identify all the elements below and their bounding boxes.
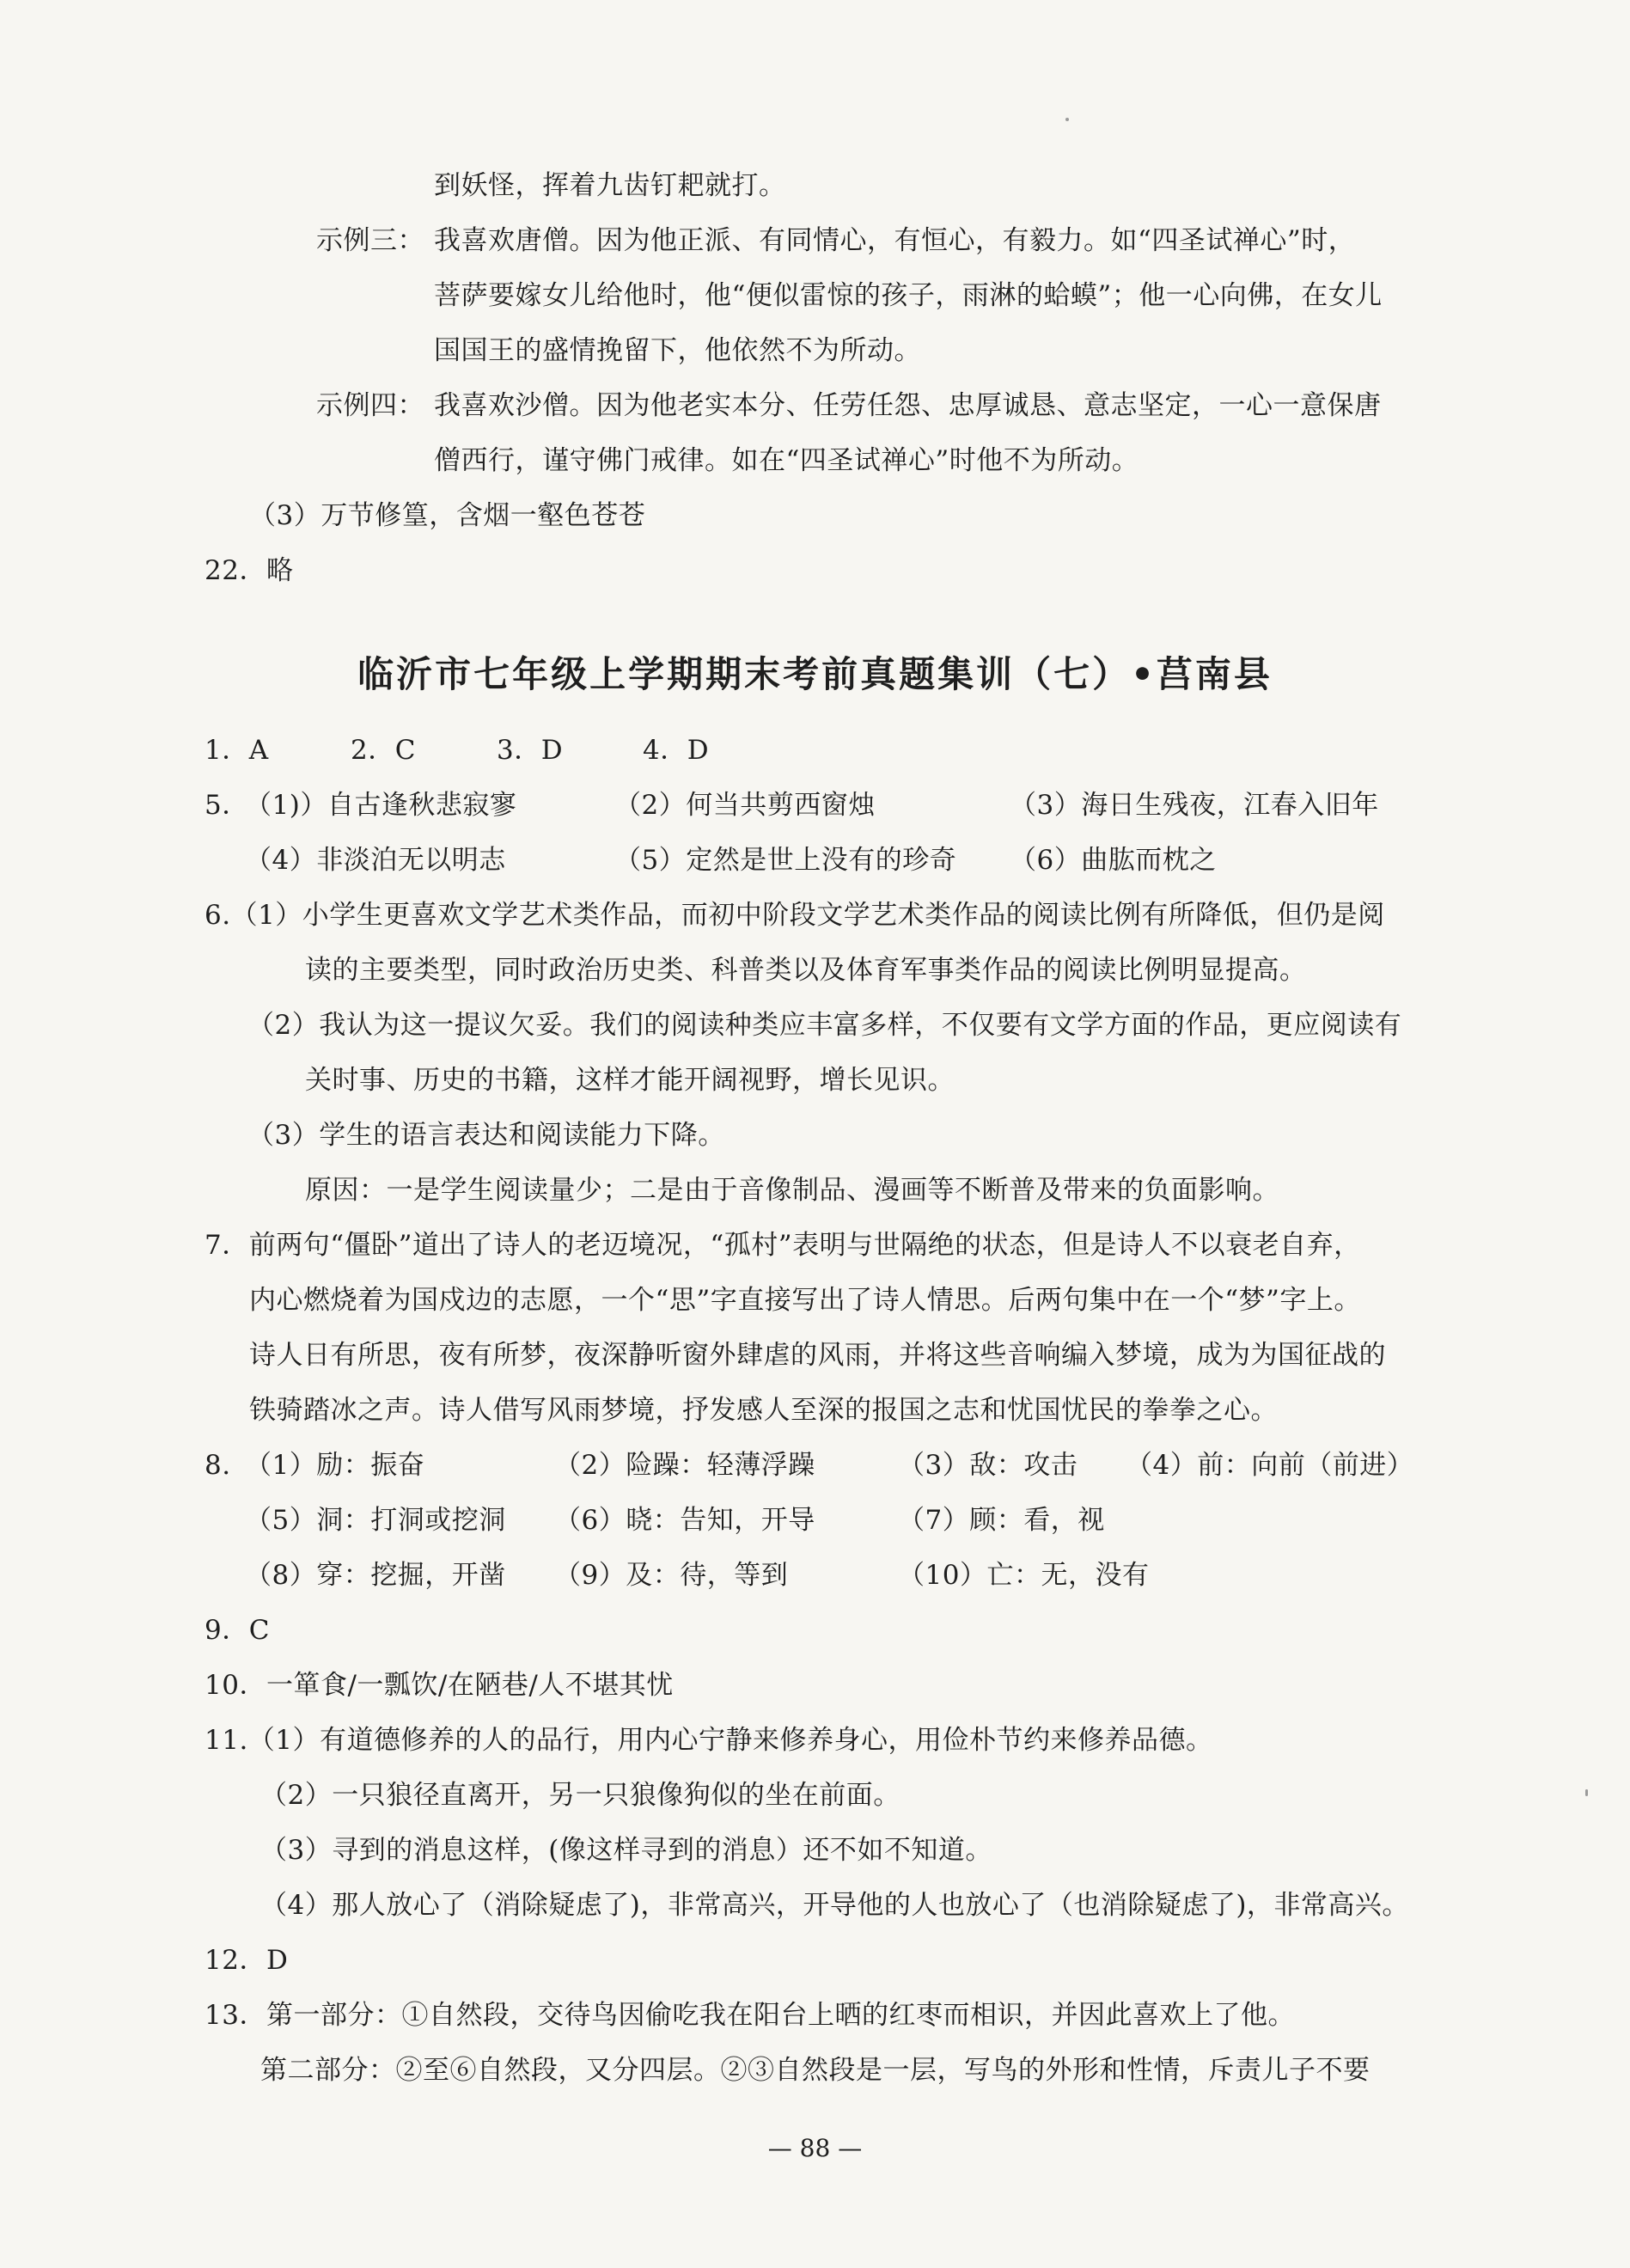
answer-8-item: （2）险躁：轻薄浮躁: [554, 1450, 815, 1481]
answer-3: 3．D: [497, 735, 564, 766]
answer-9: 9．C: [205, 1615, 270, 1646]
example4-line: 僧西行，谨守佛门戒律。如在“四圣试禅心”时他不为所动。: [434, 445, 1139, 476]
answer-5-item: （3）海日生残夜，江春入旧年: [1010, 790, 1379, 821]
answer-7-line: 内心燃烧着为国戍边的志愿，一个“思”字直接写出了诗人情思。后两句集中在一个“梦”字上。: [249, 1285, 1361, 1316]
answer-6-line: 原因：一是学生阅读量少；二是由于音像制品、漫画等不断普及带来的负面影响。: [305, 1175, 1279, 1206]
answer-5-item: （2）何当共剪西窗烛: [614, 790, 876, 821]
answer-5-item: （6）曲肱而枕之: [1010, 845, 1217, 876]
answer-5-number: 5．: [205, 790, 249, 821]
answer-7-line: 诗人日有所思，夜有所梦，夜深静听窗外肆虐的风雨，并将这些音响编入梦境，成为为国征战的: [249, 1340, 1386, 1371]
answer-6-line: （2）我认为这一提议欠妥。我们的阅读种类应丰富多样，不仅要有文学方面的作品，更应阅读有: [247, 1010, 1402, 1041]
answer-6-line: 6.（1）小学生更喜欢文学艺术类作品，而初中阶段文学艺术类作品的阅读比例有所降低，但仍是阅: [205, 900, 1385, 931]
answer-22: 22．略: [205, 555, 294, 586]
answer-11-line: 11.（1）有道德修养的人的品行，用内心宁静来修养身心，用俭朴节约来修养品德。: [205, 1725, 1213, 1756]
answer-11-line: （2）一只狼径直离开，另一只狼像狗似的坐在前面。: [260, 1780, 900, 1811]
answer-12: 12．D: [205, 1945, 289, 1976]
answer-11-line: （3）寻到的消息这样，(像这样寻到的消息）还不如不知道。: [260, 1835, 992, 1866]
answer-8-item: （3）敌：攻击: [898, 1450, 1078, 1481]
answer-8-item: （10）亡：无，没有: [898, 1560, 1150, 1591]
page-number: — 88 —: [767, 2134, 863, 2162]
answer-8-item: （9）及：待，等到: [554, 1560, 789, 1591]
answer-8-number: 8.: [205, 1450, 231, 1481]
answer-8-item: （4）前：向前（前进）: [1126, 1450, 1414, 1481]
answer-8-item: （7）顾：看，视: [898, 1505, 1105, 1536]
answer-8-item: （1）励：振奋: [245, 1450, 425, 1481]
answer-8-item: （8）穿：挖掘，开凿: [245, 1560, 506, 1591]
answer-6-line: 读的主要类型，同时政治历史类、科普类以及体育军事类作品的阅读比例明显提高。: [305, 955, 1307, 986]
answer-6-line: 关时事、历史的书籍，这样才能开阔视野，增长见识。: [305, 1065, 955, 1096]
answer-21-3: （3）万节修篁，含烟一壑色苍苍: [249, 500, 646, 531]
example3-line: 国国王的盛情挽留下，他依然不为所动。: [434, 335, 921, 366]
answer-2: 2．C: [351, 735, 416, 766]
answer-8-item: （6）晓：告知，开导: [554, 1505, 815, 1536]
answer-6-line: （3）学生的语言表达和阅读能力下降。: [247, 1120, 725, 1151]
answer-11-line: （4）那人放心了（消除疑虑了)，非常高兴，开导他的人也放心了（也消除疑虑了)，非常高兴。: [260, 1890, 1409, 1921]
answer-8-item: （5）洞：打洞或挖洞: [245, 1505, 506, 1536]
example3-line: 我喜欢唐僧。因为他正派、有同情心，有恒心，有毅力。如“四圣试禅心”时，: [434, 225, 1356, 256]
answer-7-line: 铁骑踏冰之声。诗人借写风雨梦境，抒发感人至深的报国之志和忧国忧民的拳拳之心。: [249, 1395, 1278, 1426]
scan-speck: [1585, 1789, 1588, 1796]
example3-label: 示例三：: [316, 225, 424, 256]
answer-5-item: （5）定然是世上没有的珍奇: [614, 845, 957, 876]
answer-7-line: 7．前两句“僵卧”道出了诗人的老迈境况，“孤村”表明与世隔绝的状态，但是诗人不以衰老自弃，: [205, 1230, 1361, 1261]
example4-label: 示例四：: [316, 390, 424, 421]
answer-5-item: （1)）自古逢秋悲寂寥: [245, 790, 517, 821]
example3-line: 菩萨要嫁女儿给他时，他“便似雷惊的孩子，雨淋的蛤蟆”；他一心向佛，在女儿: [434, 280, 1383, 311]
answer-13-line: 13．第一部分：①自然段，交待鸟因偷吃我在阳台上晒的红枣而相识，并因此喜欢上了他。: [205, 2000, 1295, 2031]
answer-1: 1．A: [205, 735, 269, 766]
example4-line: 我喜欢沙僧。因为他老实本分、任劳任怨、忠厚诚恳、意志坚定，一心一意保唐: [434, 390, 1382, 421]
answer-5-item: （4）非淡泊无以明志: [245, 845, 506, 876]
answer-10: 10．一箪食/一瓢饮/在陋巷/人不堪其忧: [205, 1670, 674, 1701]
section-title: 临沂市七年级上学期期末考前真题集训（七）•莒南县: [357, 653, 1273, 695]
continuation-line: 到妖怪，挥着九齿钉耙就打。: [434, 170, 786, 201]
answer-13-line: 第二部分：②至⑥自然段，又分四层。②③自然段是一层，写鸟的外形和性情，斥责儿子不要: [260, 2055, 1371, 2086]
answer-4: 4．D: [643, 735, 710, 766]
scan-speck: [1065, 118, 1069, 121]
